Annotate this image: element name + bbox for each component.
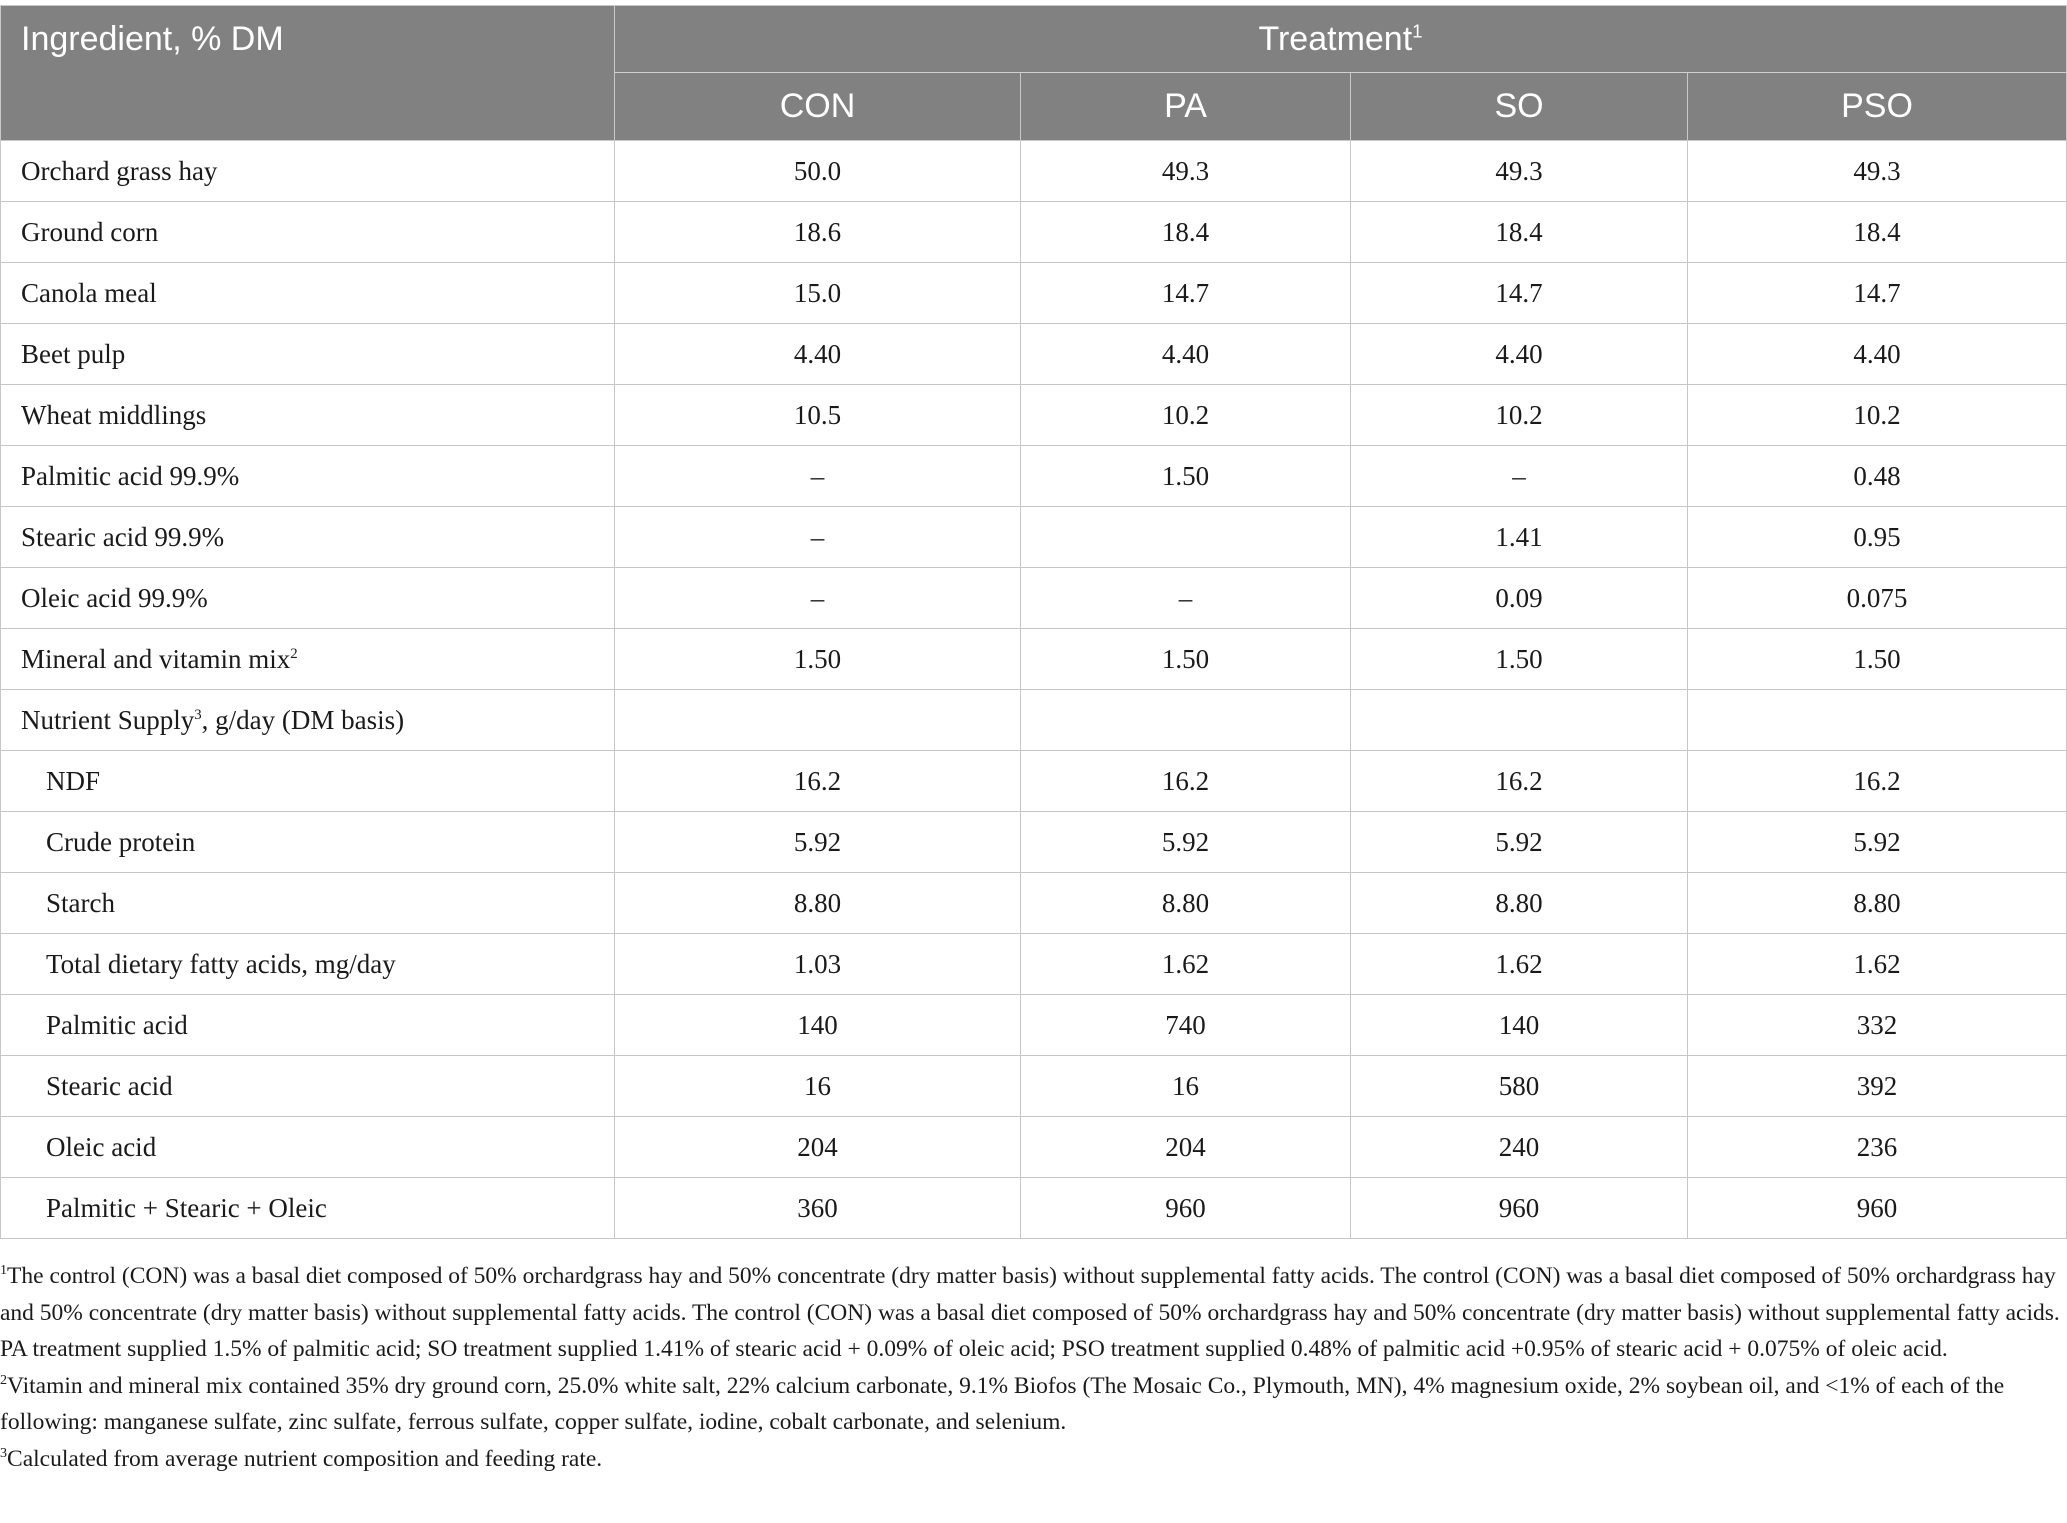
value-cell: 16.2: [1688, 751, 2067, 812]
footnote-number: 3: [0, 1444, 8, 1461]
table-row: [1, 1117, 2067, 1178]
table-row: [1, 934, 2067, 995]
value-cell: 16: [1021, 1056, 1351, 1117]
value-cell: 16.2: [615, 751, 1021, 812]
ingredient-table-container: [0, 5, 2066, 1239]
value-cell: 240: [1351, 1117, 1688, 1178]
value-cell: 392: [1688, 1056, 2067, 1117]
value-cell: 140: [615, 995, 1021, 1056]
row-label: Starch: [1, 873, 615, 934]
value-cell: 1.62: [1351, 934, 1688, 995]
value-cell: [615, 690, 1021, 751]
footnote: $^2$Vitamin and mineral mix contained 35% dry ground corn, 25.0% white salt, 22% calcium carbonate, 9.1% Biofos (The Mosaic Co., Plymouth, MN), 4% magnesium oxide, 2% soybean oil, and <1% of each of the following: manganese sulfate, zinc sulfate, ferrous sulfate, copper sulfate, iodine, cobalt carbonate, and selenium.: [0, 1371, 2005, 1435]
table-row: [1, 446, 2067, 507]
value-cell: 18.4: [1021, 202, 1351, 263]
column-header-con: CON: [615, 73, 1021, 141]
table-row: [1, 690, 2067, 751]
value-cell: 360: [615, 1178, 1021, 1239]
row-label: Stearic acid 99.9%: [1, 507, 615, 568]
value-cell: –: [615, 446, 1021, 507]
value-cell: 1.50: [1021, 629, 1351, 690]
value-cell: 1.50: [615, 629, 1021, 690]
value-cell: 0.95: [1688, 507, 2067, 568]
value-cell: 49.3: [1688, 141, 2067, 202]
value-cell: 204: [615, 1117, 1021, 1178]
value-cell: 49.3: [1021, 141, 1351, 202]
column-header-pa: PA: [1021, 73, 1351, 141]
value-cell: 5.92: [615, 812, 1021, 873]
table-body: [1, 141, 2067, 1239]
value-cell: 14.7: [1021, 263, 1351, 324]
footnote: $^1$The control (CON) was a basal diet composed of 50% orchardgrass hay and 50% concentrate (dry matter basis) without supplemental fatty acids. The control (CON) was a basal diet composed of 50% orchardgrass hay and 50% concentrate (dry matter basis) without supplemental fatty acids. The control (CON) was a basal diet composed of 50% orchardgrass hay and 50% concentrate (dry matter basis) without supplemental fatty acids. PA treatment supplied 1.5% of palmitic acid; SO treatment supplied 1.41% of stearic acid + 0.09% of oleic acid; PSO treatment supplied 0.48% of palmitic acid +0.95% of stearic acid + 0.075% of oleic acid.: [0, 1262, 2060, 1362]
value-cell: 14.7: [1688, 263, 2067, 324]
value-cell: 1.50: [1688, 629, 2067, 690]
table-row: [1, 202, 2067, 263]
value-cell: [1351, 690, 1688, 751]
treatment-footnote-marker: 1: [1412, 20, 1423, 42]
row-label: Oleic acid: [1, 1117, 615, 1178]
value-cell: 1.41: [1351, 507, 1688, 568]
value-cell: –: [1021, 568, 1351, 629]
footnote-number: 2: [0, 1371, 8, 1388]
table-header: [1, 6, 2067, 141]
row-label: Stearic acid: [1, 1056, 615, 1117]
value-cell: [1021, 690, 1351, 751]
value-cell: 204: [1021, 1117, 1351, 1178]
column-header-pso: PSO: [1688, 73, 2067, 141]
table-row: [1, 751, 2067, 812]
value-cell: 50.0: [615, 141, 1021, 202]
value-cell: [1021, 507, 1351, 568]
value-cell: 15.0: [615, 263, 1021, 324]
row-label: Crude protein: [1, 812, 615, 873]
row-label: Total dietary fatty acids, mg/day: [1, 934, 615, 995]
row-label: Palmitic acid 99.9%: [1, 446, 615, 507]
row-label: Oleic acid 99.9%: [1, 568, 615, 629]
row-label: Beet pulp: [1, 324, 615, 385]
ingredient-table: [0, 5, 2067, 1239]
value-cell: 8.80: [1688, 873, 2067, 934]
value-cell: 580: [1351, 1056, 1688, 1117]
value-cell: 5.92: [1688, 812, 2067, 873]
value-cell: 4.40: [615, 324, 1021, 385]
value-cell: 960: [1351, 1178, 1688, 1239]
value-cell: 5.92: [1021, 812, 1351, 873]
value-cell: 4.40: [1351, 324, 1688, 385]
table-row: [1, 568, 2067, 629]
table-footnotes: [0, 1258, 2062, 1477]
row-label: Wheat middlings: [1, 385, 615, 446]
value-cell: 10.5: [615, 385, 1021, 446]
table-row: [1, 873, 2067, 934]
value-cell: 4.40: [1688, 324, 2067, 385]
row-label: Canola meal: [1, 263, 615, 324]
value-cell: 0.075: [1688, 568, 2067, 629]
value-cell: 18.6: [615, 202, 1021, 263]
value-cell: 10.2: [1351, 385, 1688, 446]
value-cell: 10.2: [1021, 385, 1351, 446]
value-cell: 332: [1688, 995, 2067, 1056]
row-label: NDF: [1, 751, 615, 812]
table-row: [1, 995, 2067, 1056]
value-cell: 960: [1021, 1178, 1351, 1239]
value-cell: 140: [1351, 995, 1688, 1056]
value-cell: 16.2: [1351, 751, 1688, 812]
ingredient-column-header: Ingredient, % DM: [1, 6, 615, 141]
table-row: [1, 1056, 2067, 1117]
value-cell: 8.80: [615, 873, 1021, 934]
footnote: $^3$Calculated from average nutrient composition and feeding rate.: [0, 1444, 603, 1472]
value-cell: 1.50: [1021, 446, 1351, 507]
table-row: [1, 141, 2067, 202]
value-cell: 16.2: [1021, 751, 1351, 812]
table-row: [1, 263, 2067, 324]
row-label: Nutrient Supply$^3$, g/day (DM basis): [1, 690, 615, 751]
table-row: [1, 812, 2067, 873]
row-label: Mineral and vitamin mix$^2$: [1, 629, 615, 690]
table-row: [1, 385, 2067, 446]
value-cell: 236: [1688, 1117, 2067, 1178]
footnote-marker: 3: [194, 706, 202, 723]
value-cell: 960: [1688, 1178, 2067, 1239]
value-cell: 14.7: [1351, 263, 1688, 324]
value-cell: 8.80: [1021, 873, 1351, 934]
value-cell: –: [1351, 446, 1688, 507]
value-cell: 49.3: [1351, 141, 1688, 202]
footnote-number: 1: [0, 1262, 8, 1279]
value-cell: 1.03: [615, 934, 1021, 995]
row-label: Palmitic acid: [1, 995, 615, 1056]
value-cell: 10.2: [1688, 385, 2067, 446]
value-cell: 8.80: [1351, 873, 1688, 934]
treatment-group-header: Treatment$^1$: [615, 6, 2067, 73]
value-cell: 0.09: [1351, 568, 1688, 629]
footnote-marker: 2: [290, 645, 298, 662]
value-cell: 18.4: [1351, 202, 1688, 263]
row-label: Palmitic + Stearic + Oleic: [1, 1178, 615, 1239]
value-cell: 16: [615, 1056, 1021, 1117]
value-cell: 4.40: [1021, 324, 1351, 385]
table-row: [1, 629, 2067, 690]
value-cell: [1688, 690, 2067, 751]
value-cell: 1.50: [1351, 629, 1688, 690]
value-cell: 0.48: [1688, 446, 2067, 507]
row-label: Ground corn: [1, 202, 615, 263]
table-row: [1, 507, 2067, 568]
value-cell: –: [615, 568, 1021, 629]
value-cell: 1.62: [1021, 934, 1351, 995]
value-cell: 1.62: [1688, 934, 2067, 995]
table-row: [1, 1178, 2067, 1239]
table-row: [1, 324, 2067, 385]
column-header-so: SO: [1351, 73, 1688, 141]
value-cell: –: [615, 507, 1021, 568]
value-cell: 740: [1021, 995, 1351, 1056]
value-cell: 5.92: [1351, 812, 1688, 873]
value-cell: 18.4: [1688, 202, 2067, 263]
row-label: Orchard grass hay: [1, 141, 615, 202]
